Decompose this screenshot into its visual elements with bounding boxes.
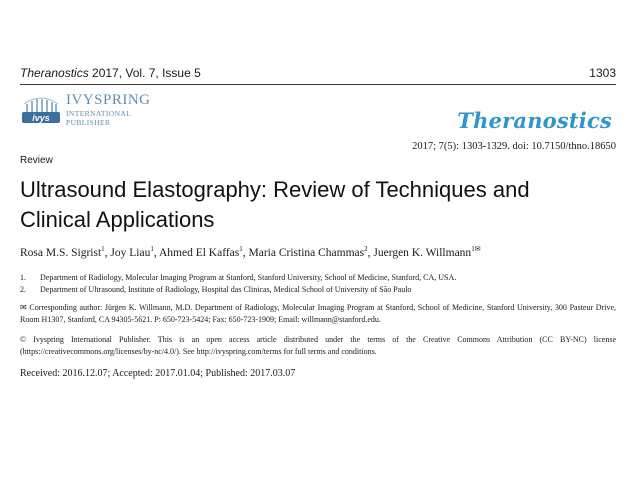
journal-info	[20, 66, 201, 80]
header-divider	[20, 84, 616, 85]
author-name: Joy Liau	[110, 246, 151, 259]
affiliation-number: 2.	[20, 285, 26, 294]
ivyspring-emblem-icon	[20, 92, 62, 124]
journal-header	[20, 66, 616, 82]
article-title-line: Clinical Applications	[20, 207, 215, 232]
theranostics-brand-logo: Theranostics	[457, 108, 612, 133]
journal-name: Theranostics	[20, 66, 89, 80]
author-separator: ,	[104, 246, 111, 259]
affiliation-number: 1.	[20, 273, 26, 282]
ivyspring-name: IVYSPRING	[66, 92, 151, 108]
author-name: Maria Cristina Chammas	[248, 246, 365, 259]
author-affiliation-mark: 1	[101, 245, 105, 253]
author-name: Ahmed El Kaffas	[158, 246, 240, 259]
author-affiliation-mark: 2	[364, 245, 368, 253]
svg-text:ivys: ivys	[32, 113, 50, 123]
article-title-line: Ultrasound Elastography: Review of Techniques and	[20, 177, 530, 202]
citation-doi: 2017; 7(5): 1303-1329. doi: 10.7150/thno.18650	[412, 141, 616, 152]
ivyspring-logo	[20, 92, 170, 127]
affiliation-text: Department of Radiology, Molecular Imaging Program at Stanford, Stanford University, School of Medicine, Stanford, CA, USA.	[40, 273, 457, 282]
author-affiliation-mark: 1✉	[471, 245, 481, 253]
author-name: Juergen K. Willmann	[373, 246, 472, 259]
author-separator: ,	[367, 246, 374, 259]
ivyspring-subtitle: INTERNATIONAL PUBLISHER	[66, 109, 131, 127]
publication-dates: Received: 2016.12.07; Accepted: 2017.01.04; Published: 2017.03.07	[20, 368, 296, 379]
article-title	[20, 175, 620, 235]
page-number: 1303	[589, 66, 616, 80]
affiliation-text: Department of Ultrasound, Institute of Radiology, Hospital das Clinicas, Medical School of University of São Paulo	[40, 285, 412, 294]
author-affiliation-mark: 1	[239, 245, 243, 253]
article-type-label: Review	[20, 155, 53, 166]
author-name: Rosa M.S. Sigrist	[20, 246, 102, 259]
author-affiliation-mark: 1	[150, 245, 154, 253]
license-notice: © Ivyspring International Publisher. This is an open access article distributed under the terms of the Creative Commons Attribution (CC BY-NC) license (https://creativecommons.org/licenses/by-nc/4.0/). See http://ivyspring.com/terms for full terms and conditions.	[20, 335, 616, 356]
author-separator: ,	[153, 246, 159, 259]
author-list	[20, 245, 481, 259]
journal-issue: 2017, Vol. 7, Issue 5	[88, 66, 201, 80]
corresponding-author: ✉ Corresponding author: Jürgen K. Willmann, M.D. Department of Radiology, Molecular Imaging Program at Stanford, School of Medicine, Stanford University, 300 Pasteur Drive, Room H1307, Stanford, CA 94305-5621. P: 650-723-5424; Fax: 650-723-1909; Email: willmann@stanford.edu.	[20, 303, 616, 324]
author-separator: ,	[242, 246, 249, 259]
